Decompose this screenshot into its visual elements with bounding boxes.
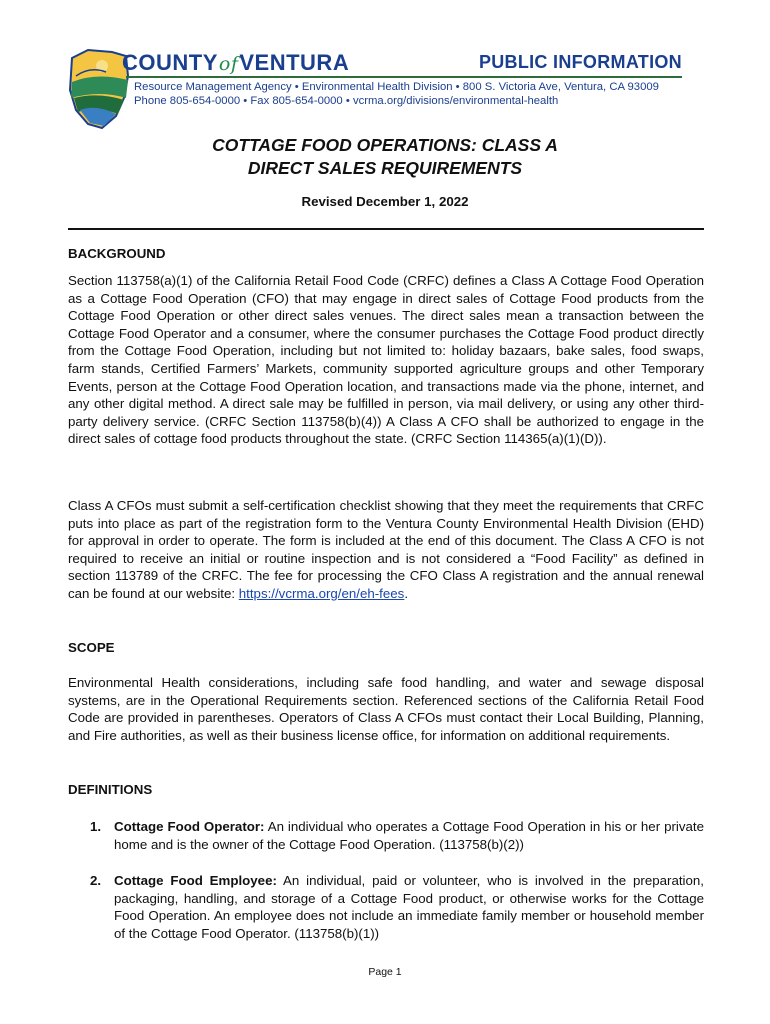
header-divider [126, 76, 682, 78]
letterhead [66, 44, 682, 130]
county-name: COUNTYofVENTURA [122, 50, 350, 75]
definitions-heading: DEFINITIONS [68, 782, 153, 797]
definition-item [90, 872, 704, 942]
background-paragraph-1: Section 113758(a)(1) of the California Retail Food Code (CRFC) defines a Class A Cottage Food Operation as a Cottage Food Operation (CFO) that may engage in direct sales of Cottage Food products from the Cottage Food Operation or other direct sales venues. The direct sales mean a transaction between the Cottage Food Operator and a consumer, where the consumer purchases the Cottage Food product directly from the Cottage Food Operation, including but not limited to: holiday bazaars, bake sales, food swaps, farm stands, Certified Farmers’ Markets, community supported agriculture groups and other Temporary Events, person at the Cottage Food Operation location, and transactions made via the phone, internet, and any other digital method. A direct sale may be fulfilled in person, via mail delivery, or using any other third-party delivery service. (CRFC Section 113758(b)(4)) A Class A CFO shall be authorized to engage in the direct sales of cottage food products throughout the state. (CRFC Section 114365(a)(1)(D)). [68, 273, 704, 447]
definition-number: 1. [90, 819, 102, 834]
document-title [0, 134, 770, 180]
definition-term: Cottage Food Employee: [114, 873, 277, 888]
eh-fees-link[interactable]: https://vcrma.org/en/eh-fees [238, 585, 405, 601]
background-heading: BACKGROUND [68, 246, 166, 261]
definition-item [90, 818, 704, 853]
revised-date: Revised December 1, 2022 [301, 194, 469, 209]
definition-number: 2. [90, 873, 102, 888]
scope-heading: SCOPE [68, 640, 115, 655]
agency-address: Resource Management Agency • Environmental Health Division • 800 S. Victoria Ave, Ventura, CA 93009 [134, 81, 659, 93]
page-number: Page 1 [368, 966, 402, 978]
definition-term: Cottage Food Operator: [114, 819, 265, 834]
definition-text: An individual, paid or volunteer, who is involved in the preparation, packaging, handling, and storage of a Cottage Food product, or otherwise works for the Cottage Food Operation. An employee does not include an immediate family member or household member of the Cottage Food Operator. (113758(b)(1)) [114, 873, 704, 941]
title-line-2: DIRECT SALES REQUIREMENTS [247, 158, 523, 178]
public-information-label: PUBLIC INFORMATION [478, 52, 682, 72]
definition-text: An individual who operates a Cottage Food Operation in his or her private home and is the owner of the Cottage Food Operation. (113758(b)(2)) [114, 819, 704, 852]
title-divider [68, 228, 704, 230]
agency-contact: Phone 805-654-0000 • Fax 805-654-0000 • vcrma.org/divisions/environmental-health [134, 95, 559, 107]
title-line-1: COTTAGE FOOD OPERATIONS: CLASS A [212, 135, 558, 155]
background-paragraph-2: Class A CFOs must submit a self-certification checklist showing that they meet the requirements that CRFC puts into place as part of the registration form to the Ventura County Environmental Health Division (EHD) for approval in order to operate. The form is included at the end of this document. The Class A CFO is not required to receive an initial or routine inspection and is not considered a “Food Facility” as defined in section 113789 of the CRFC. The fee for processing the CFO Class A registration and the annual renewal can be found at our website: https://vcrma.org/en/eh-fees. [68, 498, 704, 601]
scope-paragraph: Environmental Health considerations, including safe food handling, and water and sewage disposal systems, are in the Operational Requirements section. Referenced sections of the California Retail Food Code are provided in parentheses. Operators of Class A CFOs must contact their Local Building, Planning, and Fire authorities, as well as their business license office, for information on additional requirements. [68, 675, 704, 743]
